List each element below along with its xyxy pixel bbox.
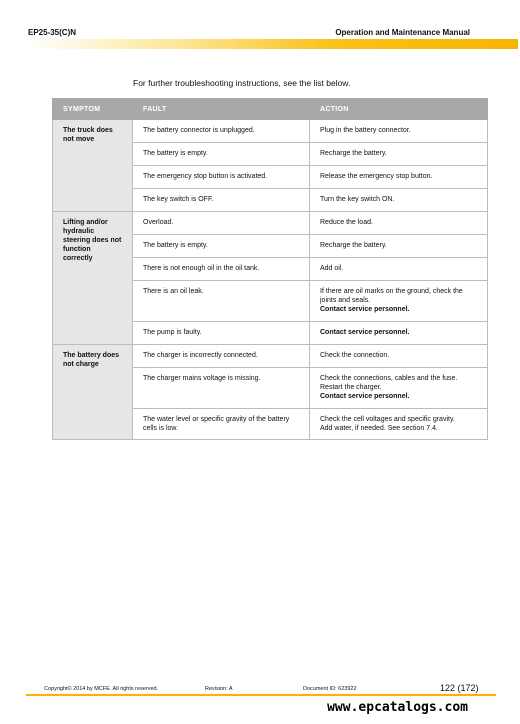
fault-cell: The emergency stop button is activated. (133, 166, 310, 189)
fault-cell: The battery is empty. (133, 235, 310, 258)
footer-page-number: 122 (172) (440, 683, 479, 693)
action-cell (310, 258, 488, 281)
action-cell (310, 235, 488, 258)
action-cell (310, 409, 488, 440)
symptom-cell: The battery does not charge (53, 345, 133, 440)
action-cell (310, 281, 488, 322)
action-line: Turn the key switch ON. (320, 196, 395, 203)
fault-cell: The pump is faulty. (133, 322, 310, 345)
fault-cell: The charger is incorrectly connected. (133, 345, 310, 368)
table-row (53, 120, 488, 143)
fault-cell: The battery connector is unplugged. (133, 120, 310, 143)
table-header-row (53, 99, 488, 120)
action-cell (310, 212, 488, 235)
action-line: If there are oil marks on the ground, check the joints and seals. (320, 288, 463, 305)
fault-cell: The charger mains voltage is missing. (133, 368, 310, 409)
fault-cell: The water level or specific gravity of the battery cells is low. (133, 409, 310, 440)
table-row (53, 212, 488, 235)
fault-cell: There is an oil leak. (133, 281, 310, 322)
footer-revision: Revision: A (205, 686, 233, 692)
header-action: ACTION (310, 99, 488, 120)
action-line: Plug in the battery connector. (320, 127, 411, 134)
action-cell (310, 345, 488, 368)
table-body (53, 120, 488, 440)
fault-cell: Overload. (133, 212, 310, 235)
action-line: Check the connection. (320, 352, 390, 359)
action-cell (310, 143, 488, 166)
action-contact-service: Contact service personnel. (320, 329, 410, 336)
troubleshooting-table (52, 98, 488, 440)
table-row (53, 345, 488, 368)
header-manual-title: Operation and Maintenance Manual (335, 28, 470, 37)
footer-line (26, 694, 496, 696)
footer-copyright: Copyright© 2014 by MCFE. All rights reserved. (44, 686, 159, 692)
action-line: Recharge the battery. (320, 150, 387, 157)
header-model: EP25-35(C)N (28, 28, 77, 37)
action-cell (310, 189, 488, 212)
action-cell (310, 120, 488, 143)
header-symptom: SYMPTOM (53, 99, 133, 120)
action-contact-service: Contact service personnel. (320, 393, 410, 401)
action-line: Reduce the load. (320, 219, 373, 226)
action-cell (310, 322, 488, 345)
action-line: Recharge the battery. (320, 242, 387, 249)
action-contact-service: Contact service personnel. (320, 306, 410, 314)
footer-document-id: Document ID: 623922 (303, 686, 357, 692)
action-line: Check the cell voltages and specific gravity. (320, 416, 455, 423)
action-cell (310, 368, 488, 409)
action-cell (310, 166, 488, 189)
action-line: Restart the charger. (320, 384, 382, 392)
header-color-bar (28, 39, 518, 49)
symptom-cell: Lifting and/or hydraulic steering does not function correctly (53, 212, 133, 345)
fault-cell: The key switch is OFF. (133, 189, 310, 212)
fault-cell: There is not enough oil in the oil tank. (133, 258, 310, 281)
header-fault: FAULT (133, 99, 310, 120)
action-line: Release the emergency stop button. (320, 173, 433, 180)
intro-text: For further troubleshooting instructions, see the list below. (133, 78, 351, 88)
watermark: www.epcatalogs.com (327, 700, 468, 715)
action-line: Add oil. (320, 265, 344, 272)
fault-cell: The battery is empty. (133, 143, 310, 166)
symptom-cell: The truck does not move (53, 120, 133, 212)
action-line: Add water, if needed. See section 7.4. (320, 425, 438, 433)
action-line: Check the connections, cables and the fuse. (320, 375, 458, 382)
